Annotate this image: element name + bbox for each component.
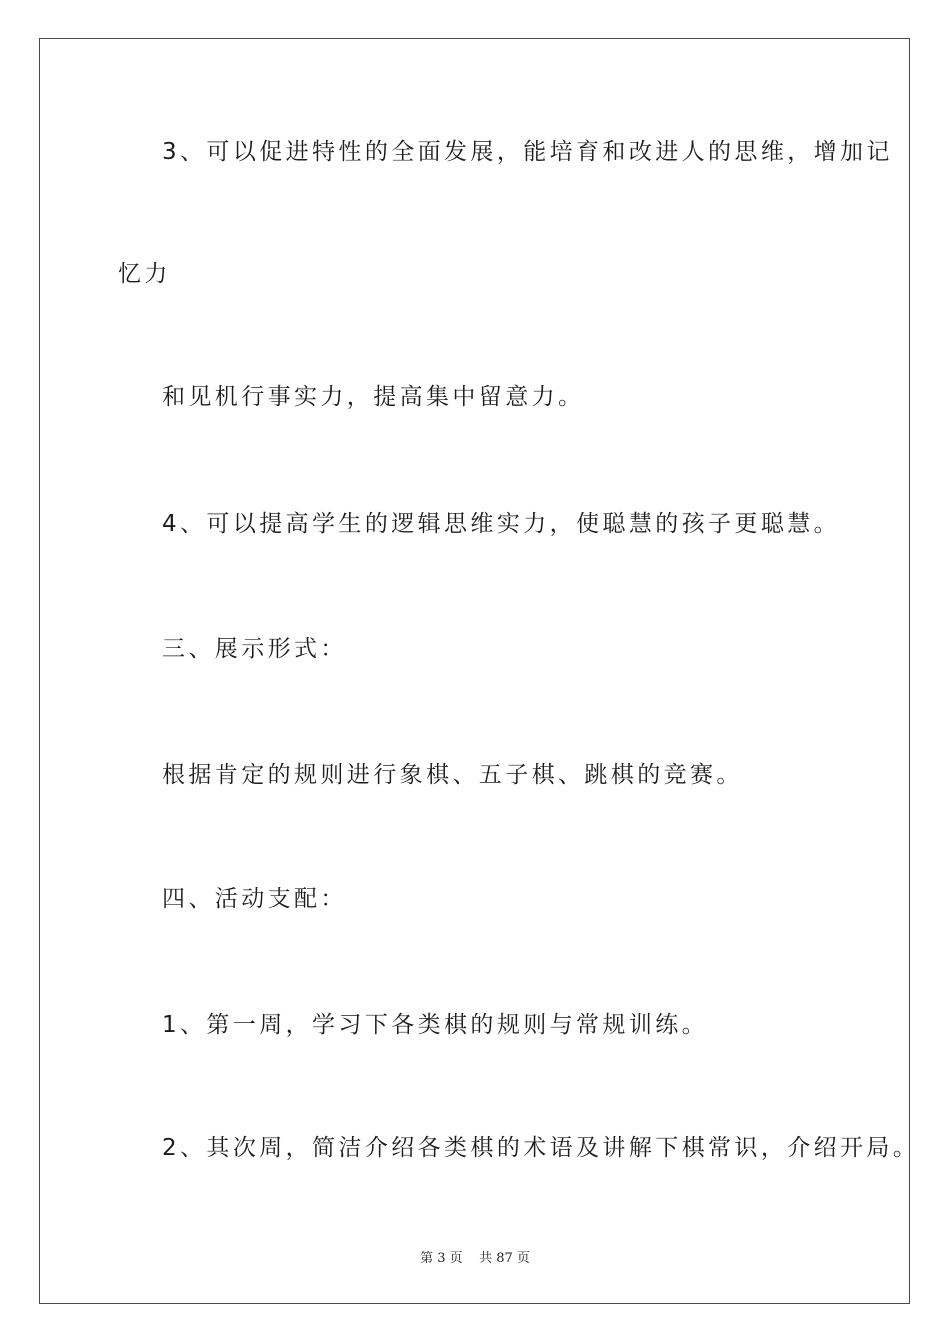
page-border (39, 38, 910, 1304)
paragraph-benefit-3-continued: 忆力 (118, 261, 171, 287)
paragraph-week-1: 1、第一周，学习下各类棋的规则与常规训练。 (162, 1012, 709, 1038)
page-footer (0, 1247, 950, 1266)
paragraph-benefit-4: 4、可以提高学生的逻辑思维实力，使聪慧的孩子更聪慧。 (162, 511, 841, 537)
section-heading-activity-plan: 四、活动支配： (162, 886, 347, 912)
page-number: 第 3 页 共 87 页 (420, 1251, 530, 1266)
paragraph-benefit-3-end: 和见机行事实力，提高集中留意力。 (162, 384, 585, 410)
paragraph-benefit-3: 3、可以促进特性的全面发展，能培育和改进人的思维，增加记 (162, 139, 893, 165)
section-heading-display-form: 三、展示形式： (162, 636, 347, 662)
paragraph-week-2: 2、其次周，简洁介绍各类棋的术语及讲解下棋常识，介绍开局。 (162, 1135, 920, 1161)
paragraph-display-form: 根据肯定的规则进行象棋、五子棋、跳棋的竞赛。 (162, 762, 743, 788)
